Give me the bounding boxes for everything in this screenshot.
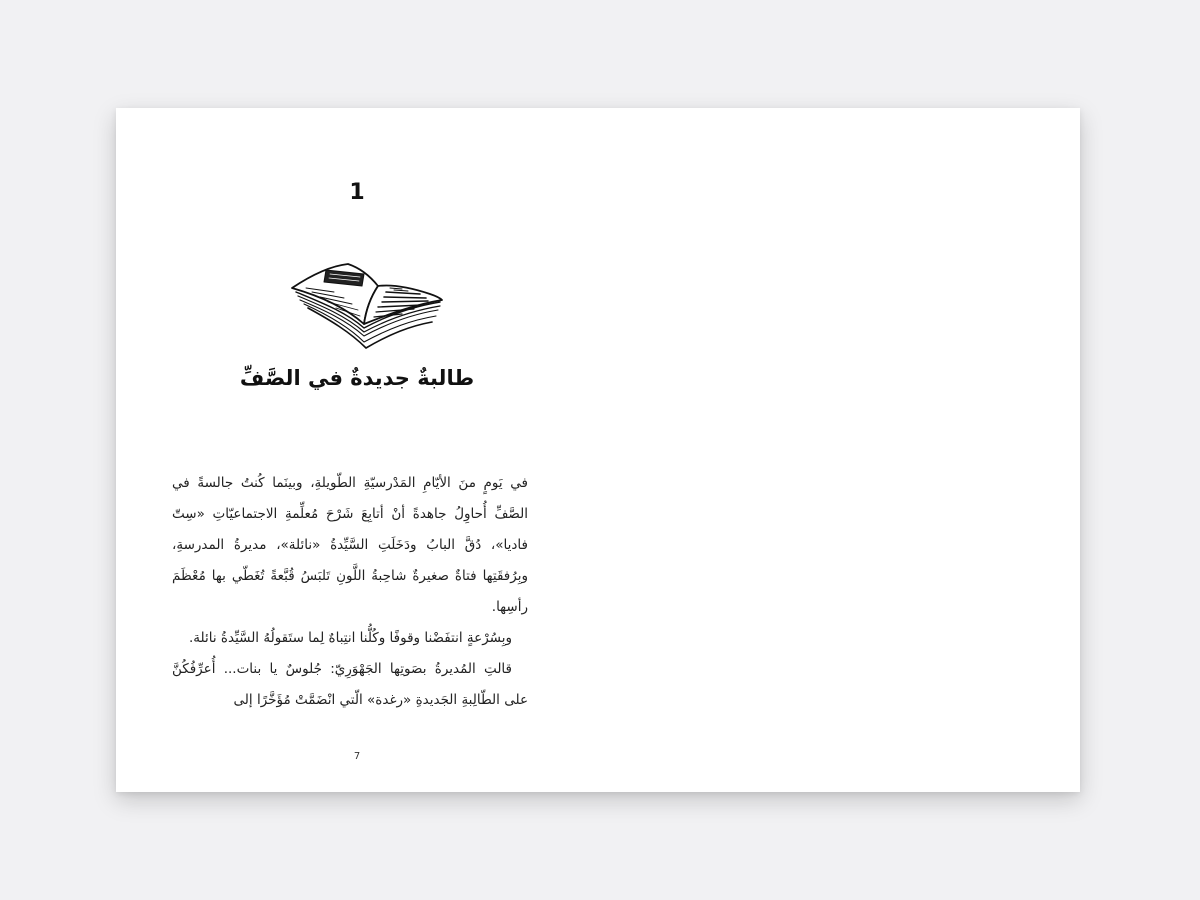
paragraph: وبِسُرْعةٍ انتفَضْنا وقوفًا وكُلُّنا انتِباهٌ لِما ستَقولُهُ السَّيِّدةُ نائلة. xyxy=(189,630,512,646)
right-page xyxy=(598,108,1080,792)
paragraph: في يَومٍ منَ الأيّامِ المَدْرسيّةِ الطّويلةِ، وبينَما كُنتُ جالسةً في الصَّفِّ أُحاوِلُ جاهدةً أنْ أتابِعَ شَرْحَ مُعلِّمةِ الاجتماعيّاتِ «سِتّ فاديا»، دُقَّ البابُ ودَخَلَتِ السَّيِّدةُ «نائلة»، مديرةُ المدرسةِ، وبِرُفقَتِها فتاةٌ صغيرةٌ شاحِبةُ اللَّونِ تَلبَسُ قُبَّعةً تُغَطّي بها مُعْظَمَ رأسِها. xyxy=(172,475,528,615)
chapter-body xyxy=(172,468,528,716)
open-book-icon xyxy=(290,258,446,358)
page-number: 7 xyxy=(353,751,361,762)
left-page xyxy=(116,108,598,792)
chapter-title: طالبةٌ جديدةٌ في الصَّفِّ xyxy=(239,366,475,390)
paragraph: قالتِ المُديرةُ بصَوتِها الجَهْوَرِيّ: جُلوسٌ يا بنات... أُعرِّفُكُنَّ على الطّالِبةِ الجَديدةِ «رغدة» الّتي انْضَمَّتْ مُؤَخَّرًا إلى xyxy=(172,661,528,708)
book-spread xyxy=(116,108,1080,792)
chapter-number: 1 xyxy=(349,180,365,205)
